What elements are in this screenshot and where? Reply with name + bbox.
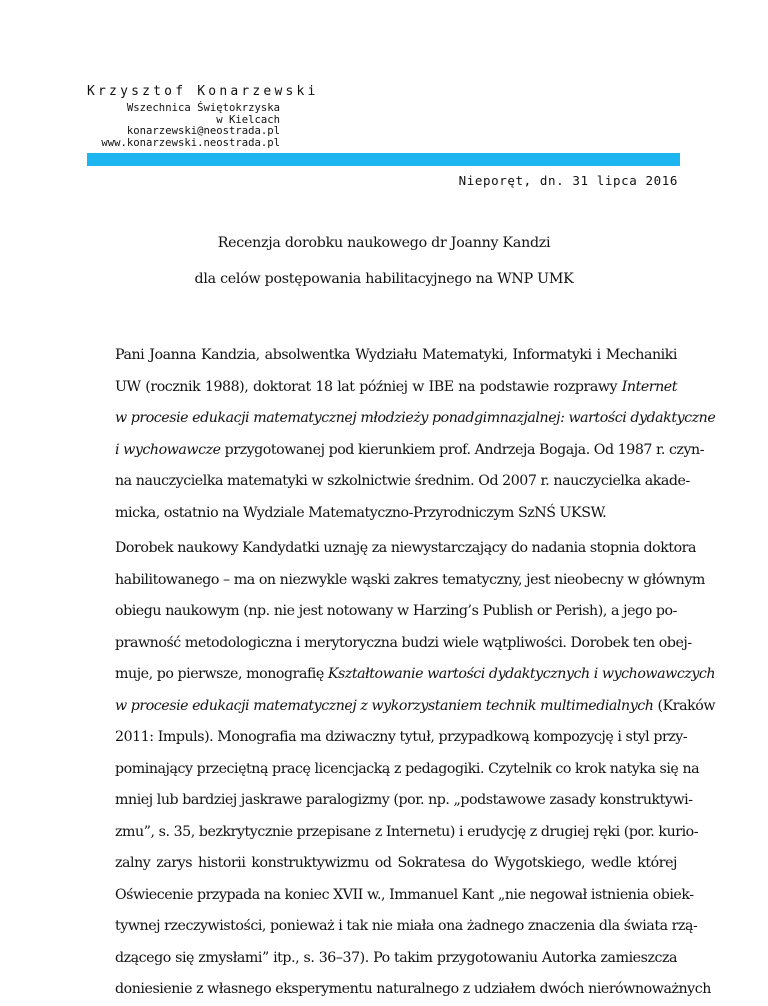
text-run: micka, ostatnio na Wydziale Matematyczno-Przyrodniczym SzNŚ UKSW.	[115, 504, 607, 521]
paragraph-line	[115, 565, 705, 597]
text-run: zalny zarys historii konstruktywizmu od Sokratesa do Wygotskiego, wedle której	[115, 855, 677, 871]
text-run: dzącego się zmysłami” itp., s. 36–37). Po takim przygotowaniu Autorka zamieszcza	[115, 949, 677, 966]
paragraph-line	[115, 911, 698, 943]
text-run: habilitowanego – ma on niezwykle wąski zakres tematyczny, jest nieobecny w głównym	[115, 571, 705, 588]
institution-line-2: w Kielcach	[216, 113, 280, 126]
text-run: przygotowanej pod kierunkiem prof. Andrzeja Bogaja. Od 1987 r. czyn-	[220, 441, 705, 458]
paragraph-line	[115, 435, 705, 467]
text-run: Oświecenie przypada na koniec XVII w., Immanuel Kant „nie negował istnienia obiek-	[115, 886, 694, 903]
text-run: obiegu naukowym (np. nie jest notowany w Harzing’s Publish or Perish), a jego po-	[115, 603, 677, 619]
text-run: muje, po pierwsze, monografię	[115, 666, 328, 682]
text-run: mniej lub bardziej jaskrawe paralogizmy (por. np. „podstawowe zasady konstruktywi-	[115, 792, 693, 808]
paragraph-line	[115, 848, 677, 880]
text-run: zmu”, s. 35, bezkrytycznie przepisane z Internetu) i erudycję z drugiej ręki (por. kurio-	[115, 823, 699, 840]
letterhead	[87, 83, 319, 149]
paragraph-line	[115, 943, 677, 975]
paragraph-line	[115, 817, 699, 849]
text-run: Dorobek naukowy Kandydatki uznaję za niewystarczający do nadania stopnia doktora	[115, 540, 697, 556]
text-run: Pani Joanna Kandzia, absolwentka Wydziału Matematyki, Informatyki i Mechaniki	[115, 347, 677, 363]
paragraph-line	[115, 880, 694, 912]
paragraph-line	[115, 659, 716, 691]
text-run: prawność metodologiczna i merytoryczna budzi wiele wątpliwości. Dorobek ten obej-	[115, 634, 692, 651]
paragraph-line	[115, 974, 711, 1006]
place-date: Nieporęt, dn. 31 lipca 2016	[458, 173, 678, 188]
author-name: Krzysztof Konarzewski	[87, 84, 319, 99]
text-run: doniesienie z własnego eksperymentu naturalnego z udziałem dwóch nierównoważnych	[115, 981, 711, 997]
paragraph-line	[115, 403, 716, 435]
paragraph-1	[115, 340, 716, 529]
paragraph-line	[115, 754, 700, 786]
italic-title-text: w procesie edukacji matematycznej z wykorzystaniem technik multimedialnych	[115, 697, 654, 714]
text-run: 2011: Impuls). Monografia ma dziwaczny tytuł, przypadkową kompozycję i styl przy-	[115, 729, 688, 745]
paragraph-line	[115, 466, 690, 498]
text-run: na nauczycielka matematyki w szkolnictwie średnim. Od 2007 r. nauczycielka akade-	[115, 473, 690, 489]
paragraph-line	[115, 722, 688, 754]
italic-title-text: Internet	[621, 378, 677, 395]
text-run: (Kraków	[653, 697, 716, 714]
contact-block	[87, 103, 280, 149]
paragraph-line	[115, 596, 677, 628]
website-address: www.konarzewski.neostrada.pl	[101, 136, 280, 149]
email-address: konarzewski@neostrada.pl	[126, 125, 280, 137]
paragraph-line	[115, 785, 693, 817]
paragraph-2	[115, 533, 716, 1006]
title-line-1: Recenzja dorobku naukowego dr Joanny Kandzi	[217, 235, 551, 251]
title-line-2: dla celów postępowania habilitacyjnego na WNP UMK	[194, 271, 574, 287]
paragraph-line	[115, 498, 677, 530]
paragraph-line	[115, 533, 697, 565]
institution-line-1: Wszechnica Świętokrzyska	[126, 102, 280, 114]
paragraph-line	[115, 372, 677, 404]
letterhead-accent-bar	[87, 153, 680, 166]
text-run: UW (rocznik 1988), doktorat 18 lat później w IBE na podstawie rozprawy	[115, 378, 622, 395]
italic-title-text: Kształtowanie wartości dydaktycznych i wychowawczych	[327, 666, 716, 682]
text-run: tywnej rzeczywistości, ponieważ i tak nie miała ona żadnego znaczenia dla świata rzą-	[115, 918, 698, 934]
paragraph-line	[115, 340, 677, 372]
document-title	[87, 225, 681, 297]
italic-title-text: w procesie edukacji matematycznej młodzieży ponadgimnazjalnej: wartości dydaktyczne	[115, 410, 716, 426]
paragraph-line	[115, 628, 692, 660]
italic-title-text: i wychowawcze	[115, 441, 221, 458]
text-run: pominający przeciętną pracę licencjacką z pedagogiki. Czytelnik co krok natyka się na	[115, 760, 700, 777]
paragraph-line	[115, 691, 716, 723]
